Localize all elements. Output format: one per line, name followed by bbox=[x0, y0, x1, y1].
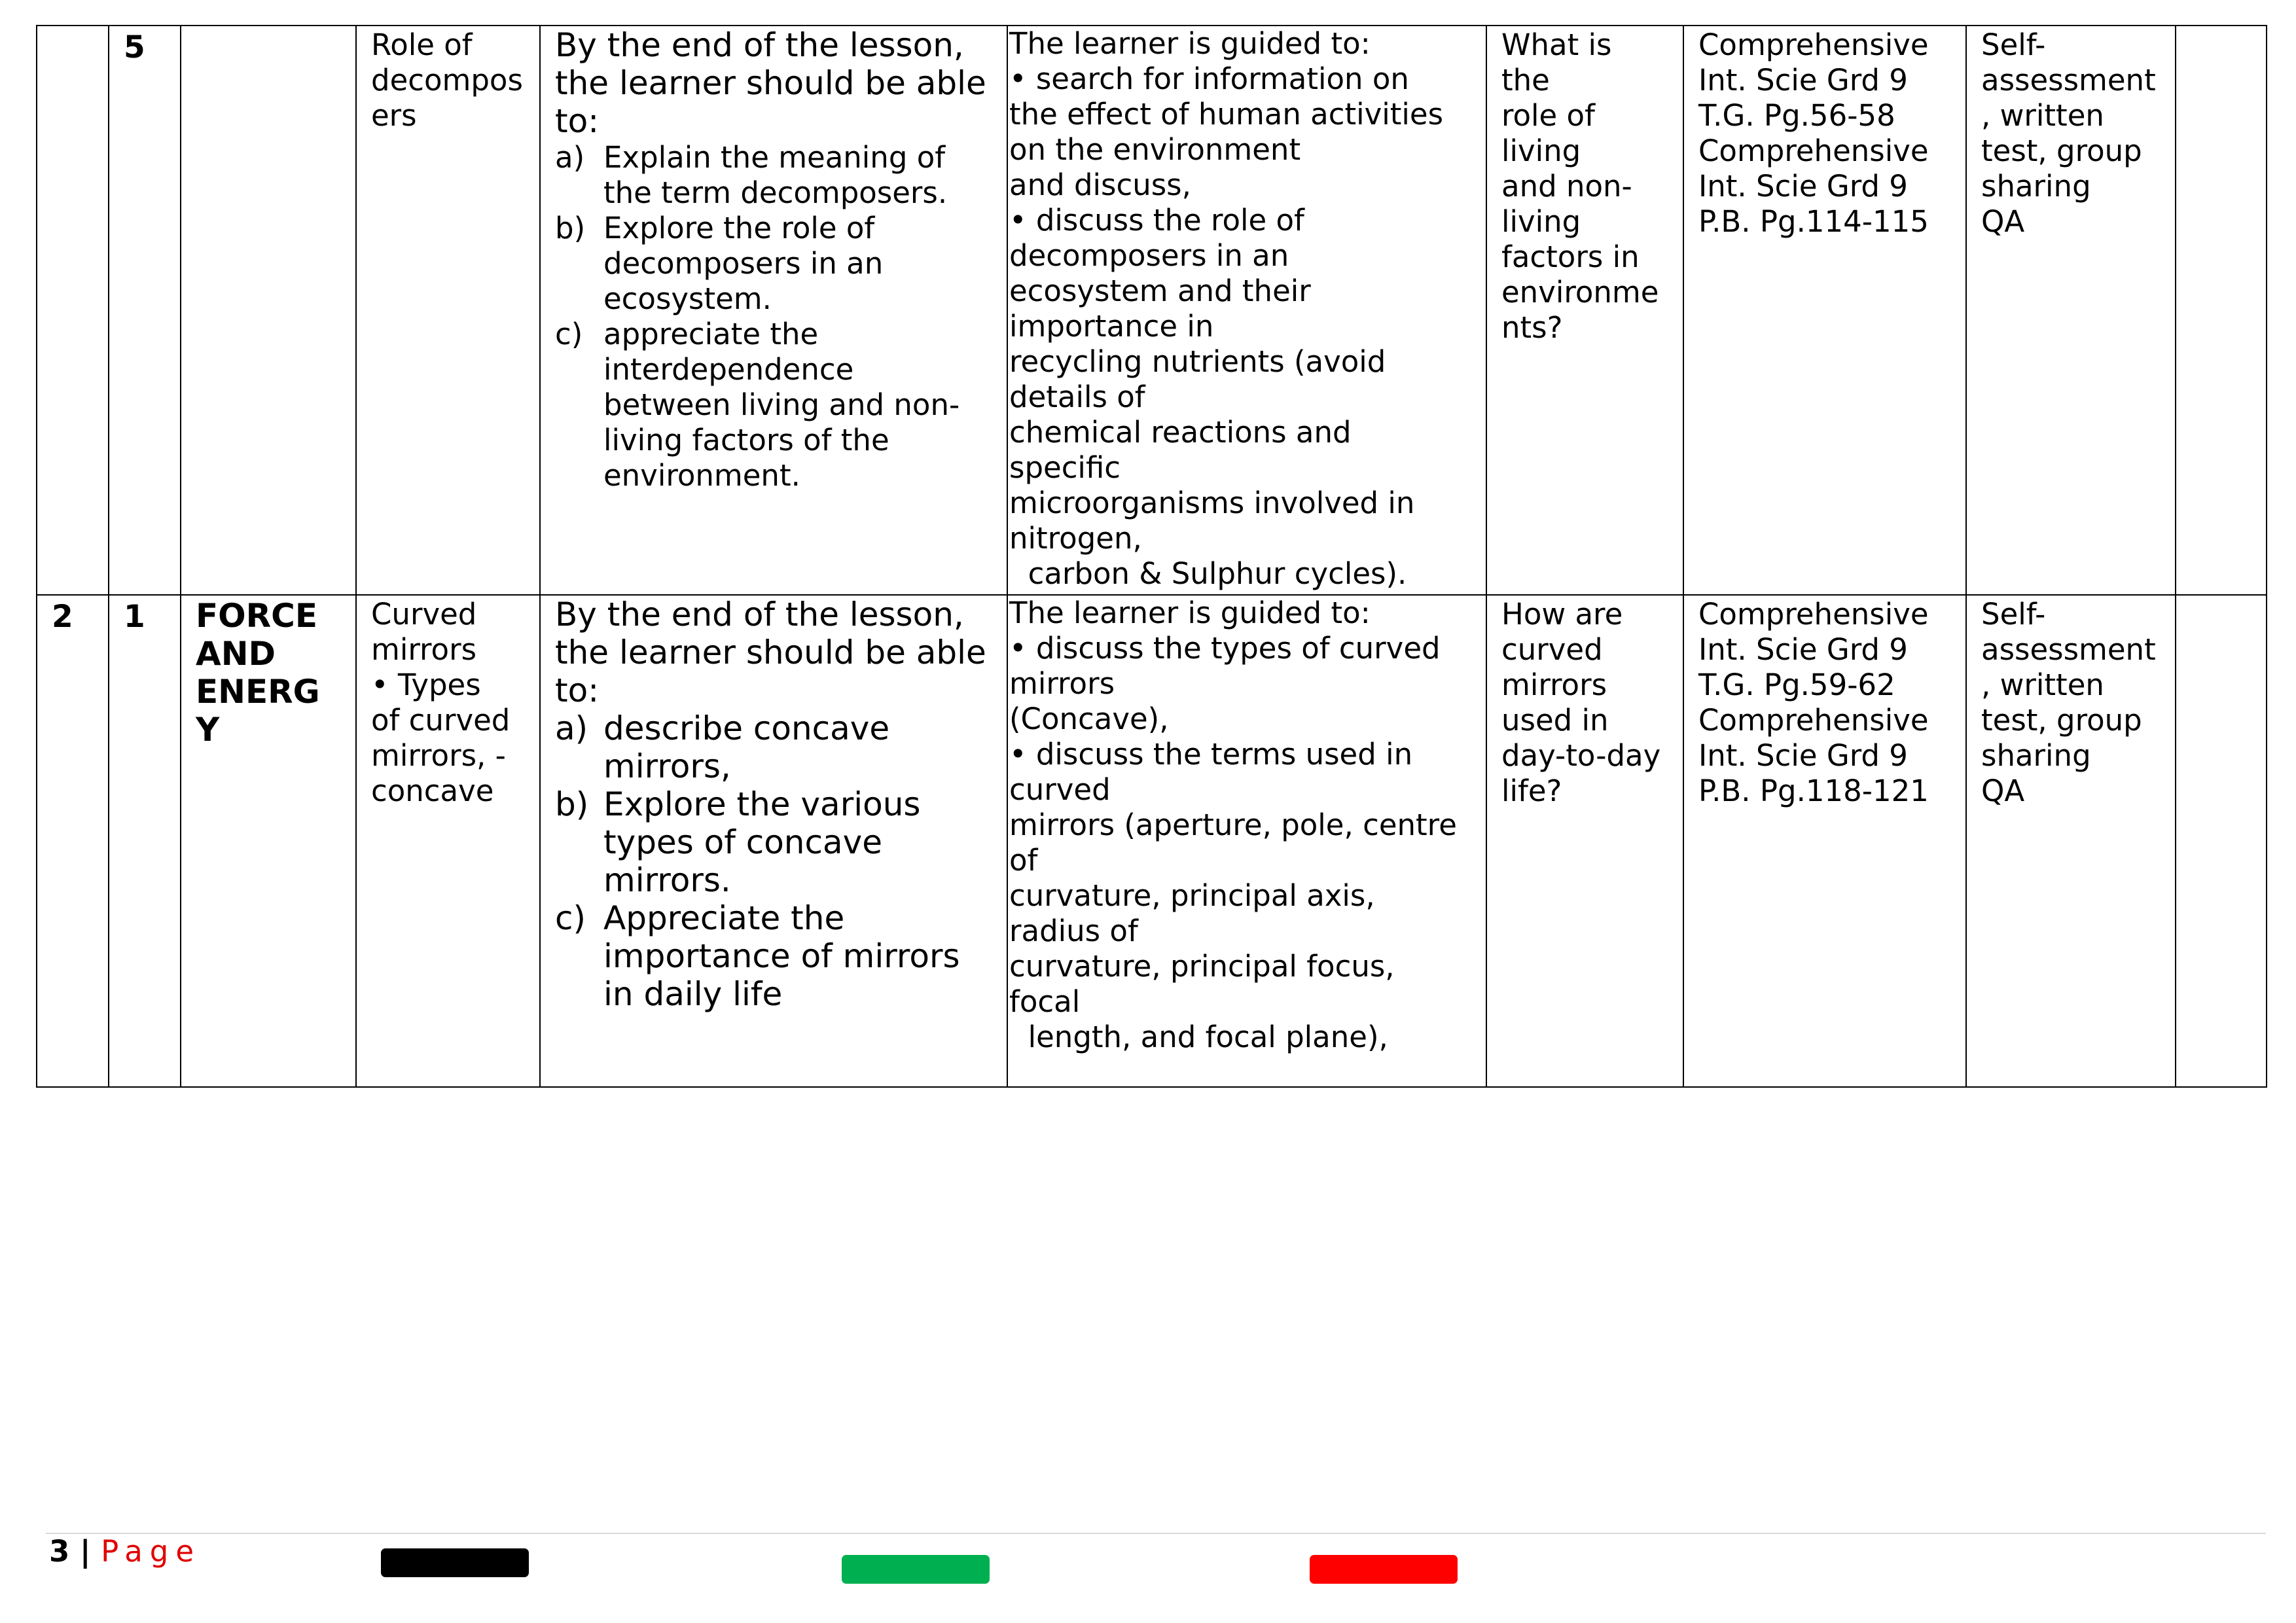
learning-experiences-cell-line: ecosystem and their bbox=[1009, 274, 1311, 308]
learning-experiences-cell-line: nitrogen, bbox=[1009, 521, 1142, 556]
learning-experiences-cell-line: • discuss the role of bbox=[1009, 203, 1304, 238]
sub-strand-cell bbox=[356, 26, 540, 595]
strand-cell-line: ENERG bbox=[196, 673, 320, 711]
inquiry-question-cell-line: day-to-day bbox=[1501, 738, 1661, 773]
outcome-item bbox=[555, 211, 1000, 317]
outcomes-intro-line: to: bbox=[555, 102, 600, 140]
inquiry-question-cell-line: nts? bbox=[1501, 310, 1563, 345]
learning-experiences-cell-line: • discuss the types of curved bbox=[1009, 631, 1441, 666]
learning-outcomes-cell bbox=[540, 26, 1007, 595]
resources-cell-line: T.G. Pg.59-62 bbox=[1698, 668, 1895, 702]
inquiry-question-cell-line: the bbox=[1501, 63, 1550, 98]
learning-experiences-cell-line: curved bbox=[1009, 772, 1111, 807]
sub-strand-cell-line: ers bbox=[371, 98, 417, 133]
learning-experiences-cell-line: (Concave), bbox=[1009, 702, 1169, 736]
lesson-cell bbox=[109, 26, 181, 595]
assessment-cell-line: Self- bbox=[1981, 27, 2046, 62]
outcome-line: in daily life bbox=[603, 975, 783, 1013]
inquiry-question-cell-line: used in bbox=[1501, 703, 1609, 738]
page-number-value: 3 bbox=[49, 1534, 70, 1569]
outcome-text bbox=[603, 317, 1000, 493]
outcome-item bbox=[555, 140, 1000, 211]
outcome-line: importance of mirrors bbox=[603, 937, 960, 975]
learning-experiences-cell-line: curvature, principal axis, bbox=[1009, 878, 1375, 913]
page-word: Page bbox=[101, 1534, 202, 1569]
resources-cell-line: Comprehensive bbox=[1698, 134, 1929, 168]
outcome-item bbox=[555, 317, 1000, 493]
table-row bbox=[37, 595, 2267, 1087]
outcomes-intro-line: to: bbox=[555, 671, 600, 709]
table-row bbox=[37, 26, 2267, 595]
strand-cell-line: AND bbox=[196, 635, 276, 673]
footer-divider bbox=[46, 1533, 2266, 1534]
learning-experiences-cell-line: carbon & Sulphur cycles). bbox=[1009, 556, 1407, 591]
learning-experiences-cell-line: The learner is guided to: bbox=[1009, 26, 1371, 61]
learning-experiences-cell-line: the effect of human activities bbox=[1009, 97, 1444, 132]
outcome-text bbox=[603, 899, 1000, 1013]
strand-cell-line: Y bbox=[196, 711, 220, 749]
learning-experiences-cell-line: mirrors (aperture, pole, centre bbox=[1009, 808, 1457, 842]
outcome-text bbox=[603, 709, 1000, 785]
learning-experiences-cell-line: microorganisms involved in bbox=[1009, 486, 1415, 520]
strand-cell bbox=[181, 26, 356, 595]
learning-experiences-cell-line: of bbox=[1009, 843, 1038, 878]
assessment-cell-line: test, group bbox=[1981, 134, 2142, 168]
learning-experiences-cell-line: importance in bbox=[1009, 309, 1214, 344]
sub-strand-cell-line: mirrors bbox=[371, 632, 477, 667]
learning-experiences-cell-line: on the environment bbox=[1009, 132, 1301, 167]
scheme-of-work-table bbox=[36, 25, 2267, 1088]
inquiry-question-cell bbox=[1486, 26, 1683, 595]
outcome-text bbox=[603, 211, 1000, 317]
inquiry-question-cell-line: living bbox=[1501, 204, 1581, 239]
resources-cell-line: Comprehensive bbox=[1698, 597, 1929, 632]
outcome-line: ecosystem. bbox=[603, 281, 772, 316]
learning-experiences-cell-line: • search for information on bbox=[1009, 62, 1409, 96]
resources-cell-line: Int. Scie Grd 9 bbox=[1698, 169, 1908, 204]
outcome-line: the term decomposers. bbox=[603, 175, 948, 210]
learning-experiences-cell-line: The learner is guided to: bbox=[1009, 596, 1371, 630]
inquiry-question-cell bbox=[1486, 595, 1683, 1087]
red-bar bbox=[1310, 1555, 1458, 1584]
outcome-line: interdependence bbox=[603, 352, 854, 387]
resources-cell-line: T.G. Pg.56-58 bbox=[1698, 98, 1895, 133]
page-number bbox=[49, 1534, 201, 1569]
lesson-cell bbox=[109, 595, 181, 1087]
outcome-line: living factors of the bbox=[603, 423, 889, 457]
outcome-text bbox=[603, 140, 1000, 211]
inquiry-question-cell-line: life? bbox=[1501, 774, 1562, 808]
sub-strand-cell-line: of curved bbox=[371, 703, 511, 738]
lesson-cell-text: 1 bbox=[124, 599, 145, 635]
learning-experiences-cell-line: length, and focal plane), bbox=[1009, 1020, 1388, 1054]
outcome-line: describe concave bbox=[603, 709, 890, 747]
learning-experiences-cell-line: • discuss the terms used in bbox=[1009, 737, 1413, 772]
sub-strand-cell-line: Role of bbox=[371, 27, 473, 62]
outcome-label: c) bbox=[555, 899, 586, 937]
sub-strand-cell-line: mirrors, - bbox=[371, 738, 506, 773]
sub-strand-cell-line: decompos bbox=[371, 63, 523, 98]
green-bar bbox=[842, 1555, 990, 1584]
outcomes-intro-line: By the end of the lesson, bbox=[555, 596, 964, 633]
learning-experiences-cell-line: decomposers in an bbox=[1009, 238, 1289, 273]
learning-experiences-cell-line: recycling nutrients (avoid bbox=[1009, 344, 1386, 379]
outcome-text bbox=[603, 785, 1000, 899]
outcome-label: a) bbox=[555, 140, 585, 175]
assessment-cell-line: sharing bbox=[1981, 169, 2091, 204]
inquiry-question-cell-line: role of bbox=[1501, 98, 1595, 133]
week-cell-text: 2 bbox=[52, 599, 73, 635]
learning-experiences-cell-line: specific bbox=[1009, 450, 1121, 485]
inquiry-question-cell-line: curved bbox=[1501, 632, 1603, 667]
learning-experiences-cell-line: details of bbox=[1009, 380, 1145, 414]
assessment-cell-line: assessment bbox=[1981, 63, 2156, 98]
inquiry-question-cell-line: living bbox=[1501, 134, 1581, 168]
outcome-line: types of concave bbox=[603, 823, 882, 861]
learning-experiences-cell bbox=[1007, 595, 1486, 1087]
remarks-cell bbox=[2176, 26, 2267, 595]
outcomes-list bbox=[555, 140, 1000, 493]
learning-experiences-cell-line: radius of bbox=[1009, 914, 1138, 948]
outcomes-intro-line: the learner should be able bbox=[555, 64, 986, 102]
outcome-label: a) bbox=[555, 709, 588, 747]
inquiry-question-cell-line: mirrors bbox=[1501, 668, 1607, 702]
inquiry-question-cell-line: How are bbox=[1501, 597, 1623, 632]
resources-cell-line: Int. Scie Grd 9 bbox=[1698, 738, 1908, 773]
assessment-cell-line: QA bbox=[1981, 774, 2025, 808]
outcomes-intro-line: the learner should be able bbox=[555, 633, 986, 671]
assessment-cell bbox=[1966, 595, 2176, 1087]
outcome-line: decomposers in an bbox=[603, 246, 884, 281]
resources-cell-line: Comprehensive bbox=[1698, 703, 1929, 738]
learning-outcomes-cell bbox=[540, 595, 1007, 1087]
outcomes-intro bbox=[555, 596, 1000, 709]
learning-experiences-cell-line: focal bbox=[1009, 984, 1081, 1019]
outcomes-list bbox=[555, 709, 1000, 1013]
learning-experiences-cell-line: curvature, principal focus, bbox=[1009, 949, 1395, 984]
assessment-cell-line: test, group bbox=[1981, 703, 2142, 738]
strand-cell bbox=[181, 595, 356, 1087]
learning-experiences-cell-line: and discuss, bbox=[1009, 168, 1191, 202]
week-cell bbox=[37, 595, 109, 1087]
inquiry-question-cell-line: factors in bbox=[1501, 240, 1640, 274]
outcome-label: b) bbox=[555, 785, 589, 823]
learning-experiences-cell-line: mirrors bbox=[1009, 666, 1115, 701]
assessment-cell-line: Self- bbox=[1981, 597, 2046, 632]
remarks-cell bbox=[2176, 595, 2267, 1087]
table-body bbox=[37, 26, 2267, 1087]
lesson-cell-text: 5 bbox=[124, 29, 145, 65]
outcome-line: Appreciate the bbox=[603, 899, 845, 937]
outcome-item bbox=[555, 709, 1000, 785]
assessment-cell-line: sharing bbox=[1981, 738, 2091, 773]
outcome-line: Explore the role of bbox=[603, 211, 875, 245]
resources-cell-line: Int. Scie Grd 9 bbox=[1698, 632, 1908, 667]
outcome-line: Explain the meaning of bbox=[603, 140, 946, 175]
assessment-cell bbox=[1966, 26, 2176, 595]
learning-experiences-cell bbox=[1007, 26, 1486, 595]
assessment-cell-line: QA bbox=[1981, 204, 2025, 239]
outcome-line: Explore the various bbox=[603, 785, 921, 823]
outcome-line: between living and non- bbox=[603, 387, 960, 422]
week-cell bbox=[37, 26, 109, 595]
outcome-label: c) bbox=[555, 317, 583, 351]
outcome-item bbox=[555, 785, 1000, 899]
outcome-item bbox=[555, 899, 1000, 1013]
resources-cell-line: P.B. Pg.118-121 bbox=[1698, 774, 1929, 808]
sub-strand-cell-line: Curved bbox=[371, 597, 477, 632]
outcome-line: mirrors, bbox=[603, 747, 731, 785]
inquiry-question-cell-line: and non- bbox=[1501, 169, 1632, 204]
sub-strand-cell-line: • Types bbox=[371, 668, 481, 702]
outcomes-intro-line: By the end of the lesson, bbox=[555, 26, 964, 64]
black-bar bbox=[381, 1548, 529, 1577]
inquiry-question-cell-line: What is bbox=[1501, 27, 1612, 62]
outcome-line: mirrors. bbox=[603, 861, 731, 899]
outcome-line: appreciate the bbox=[603, 317, 819, 351]
resources-cell bbox=[1683, 26, 1966, 595]
assessment-cell-line: , written bbox=[1981, 98, 2104, 133]
page-number-separator: | bbox=[79, 1534, 91, 1569]
resources-cell-line: Comprehensive bbox=[1698, 27, 1929, 62]
resources-cell bbox=[1683, 595, 1966, 1087]
strand-cell-line: FORCE bbox=[196, 597, 318, 635]
assessment-cell-line: , written bbox=[1981, 668, 2104, 702]
outcome-line: environment. bbox=[603, 458, 800, 493]
resources-cell-line: Int. Scie Grd 9 bbox=[1698, 63, 1908, 98]
learning-experiences-cell-line: chemical reactions and bbox=[1009, 415, 1352, 450]
assessment-cell-line: assessment bbox=[1981, 632, 2156, 667]
outcomes-intro bbox=[555, 26, 1000, 140]
sub-strand-cell-line: concave bbox=[371, 774, 494, 808]
outcome-label: b) bbox=[555, 211, 586, 245]
inquiry-question-cell-line: environme bbox=[1501, 275, 1659, 310]
resources-cell-line: P.B. Pg.114-115 bbox=[1698, 204, 1929, 239]
sub-strand-cell bbox=[356, 595, 540, 1087]
